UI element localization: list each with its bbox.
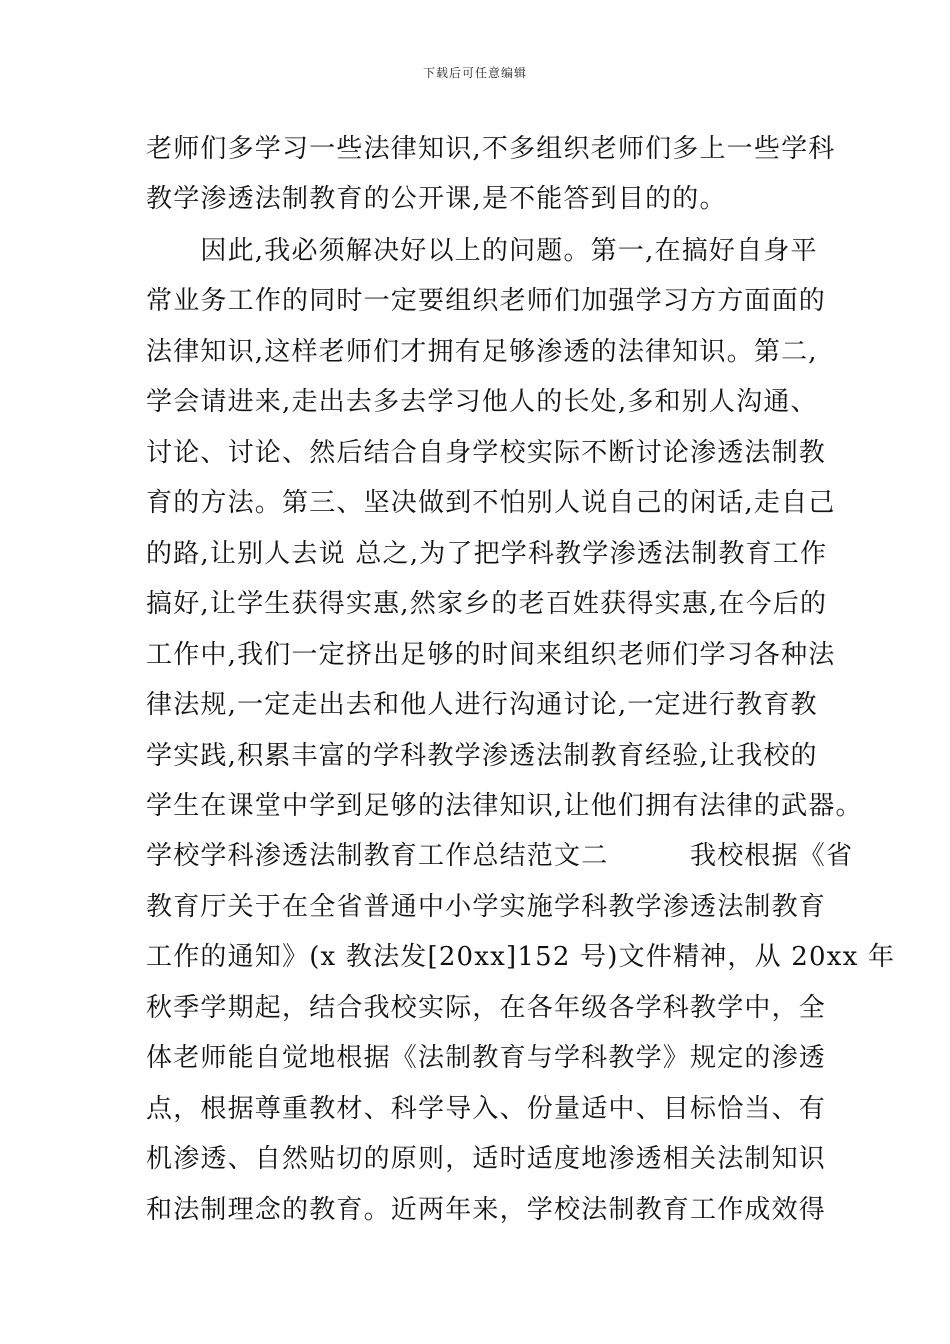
body-text-line: 工作的通知》(x 教法发[20xx]152 号)文件精神，从 20xx 年 — [146, 942, 896, 972]
body-text-line: 因此,我必须解决好以上的问题。第一,在搞好自身平 — [146, 236, 818, 266]
body-text-line: 育的方法。第三、坚决做到不怕别人说自己的闲话,走自己 — [146, 488, 836, 518]
body-text-line: 律法规,一定走出去和他人进行沟通讨论,一定进行教育教 — [146, 690, 818, 720]
body-text-line: 工作中,我们一定挤出足够的时间来组织老师们学习各种法 — [146, 640, 836, 670]
body-text-line: 秋季学期起，结合我校实际，在各年级各学科教学中，全 — [146, 993, 827, 1023]
body-text-line: 法律知识,这样老师们才拥有足够渗透的法律知识。第二, — [146, 337, 818, 367]
body-text-line: 学实践,积累丰富的学科教学渗透法制教育经验,让我校的 — [146, 741, 818, 771]
body-text-line: 搞好,让学生获得实惠,然家乡的老百姓获得实惠,在今后的 — [146, 589, 828, 619]
body-text-line: 常业务工作的同时一定要组织老师们加强学习方方面面的 — [146, 286, 827, 316]
body-text-line: 机渗透、自然贴切的原则，适时适度地渗透相关法制知识 — [146, 1144, 827, 1174]
body-text-line: 的路,让别人去说 总之,为了把学科教学渗透法制教育工作 — [146, 539, 828, 569]
body-text-line: 教育厅关于在全省普通中小学实施学科教学渗透法制教育 — [146, 892, 827, 922]
body-text-line: 老师们多学习一些法律知识,不多组织老师们多上一些学科 — [146, 134, 836, 164]
body-text-line: 学校学科渗透法制教育工作总结范文二 我校根据《省 — [146, 841, 854, 871]
page-header-note: 下载后可任意编辑 — [422, 66, 527, 80]
body-text-line: 教学渗透法制教育的公开课,是不能答到目的的。 — [146, 184, 727, 214]
body-text-line: 学生在课堂中学到足够的法律知识,让他们拥有法律的武器。 — [146, 791, 863, 821]
body-text-line: 讨论、讨论、然后结合自身学校实际不断讨论渗透法制教 — [146, 438, 827, 468]
body-text-line: 学会请进来,走出去多去学习他人的长处,多和别人沟通、 — [146, 387, 818, 417]
body-text-line: 体老师能自觉地根据《法制教育与学科教学》规定的渗透 — [146, 1043, 827, 1073]
body-text-line: 和法制理念的教育。近两年来，学校法制教育工作成效得 — [146, 1195, 827, 1225]
body-text-line: 点，根据尊重教材、科学导入、份量适中、目标恰当、有 — [146, 1094, 827, 1124]
